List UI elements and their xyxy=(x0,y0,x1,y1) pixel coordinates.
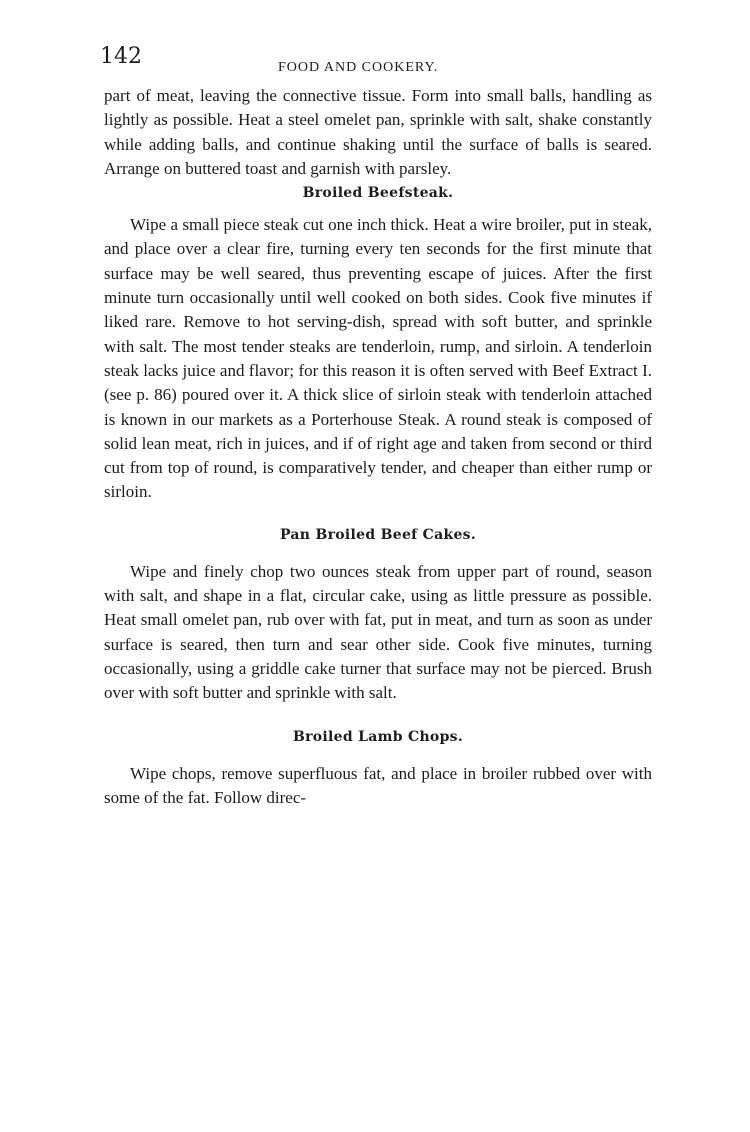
heading-broiled-lamb-chops: Broiled Lamb Chops. xyxy=(292,728,464,745)
book-page xyxy=(100,44,652,810)
continuation-paragraph: part of meat, leaving the connective tissue. Form into small balls, handling as lightly as possible. Heat a steel omelet pan, sprinkle with salt, shake constantly while adding balls, and continue shaking until the surface of balls is seared. Arrange on buttered toast and garnish with parsley. xyxy=(104,86,652,178)
paragraph-broiled-beefsteak: Wipe a small piece steak cut one inch thick. Heat a wire broiler, put in steak, and place over a clear fire, turning every ten seconds for the first minute that surface may be well seared, thus preventing escape of juices. After the first minute turn occasionally until well cooked on both sides. Cook five minutes if liked rare. Remove to hot serving-dish, spread with soft butter, and sprinkle with salt. The most tender steaks are tenderloin, rump, and sirloin. A tenderloin steak lacks juice and flavor; for this reason it is often served with Beef Extract I. (see p. 86) poured over it. A thick slice of sirloin steak with tenderloin attached is known in our markets as a Porterhouse Steak. A round steak is composed of solid lean meat, rich in juices, and if of right age and taken from second or third cut from top of round, is comparatively tender, and cheaper than either rump or sirloin. xyxy=(104,215,652,502)
paragraph-pan-broiled-beef-cakes: Wipe and finely chop two ounces steak from upper part of round, season with salt, and shape in a flat, circular cake, using as little pressure as possible. Heat small omelet pan, rub over with fat, put in meat, and turn as soon as under surface is seared, then turn and sear other side. Cook five minutes, turning occasionally, using a griddle cake turner that surface may not be pierced. Brush over with soft butter and sprinkle with salt. xyxy=(104,561,652,703)
paragraph-broiled-lamb-chops: Wipe chops, remove superfluous fat, and place in broiler rubbed over with some of the fat. Follow direc- xyxy=(104,763,652,807)
heading-pan-broiled-beef-cakes: Pan Broiled Beef Cakes. xyxy=(279,526,477,543)
heading-broiled-beefsteak: Broiled Beefsteak. xyxy=(302,185,454,202)
running-head xyxy=(100,44,652,84)
page-number: 142 xyxy=(100,44,142,69)
running-title: FOOD AND COOKERY. xyxy=(278,60,439,75)
